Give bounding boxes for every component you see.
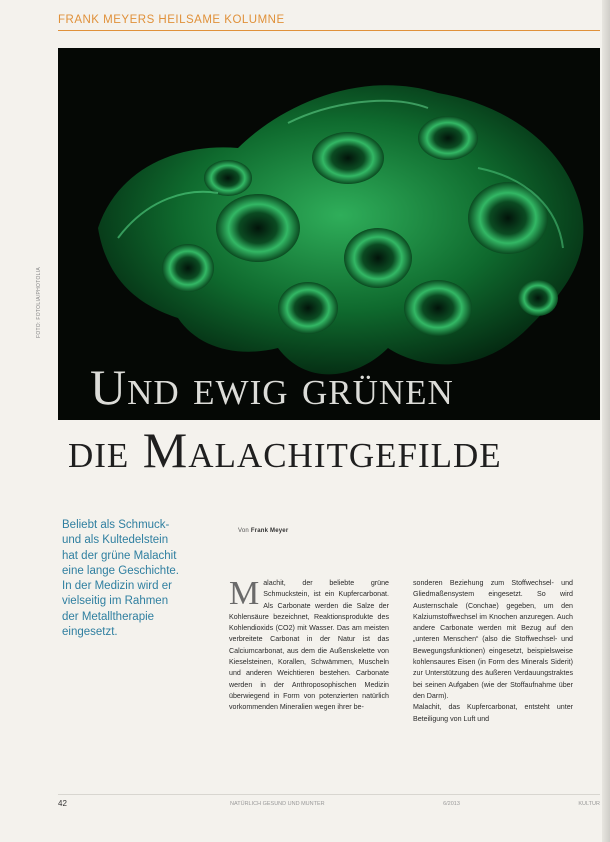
footer-rule <box>58 794 600 795</box>
byline-author: Frank Meyer <box>250 528 289 534</box>
byline-prefix: Von <box>238 528 249 534</box>
header-rule <box>58 30 600 31</box>
title-line-2: die Malachitgefilde <box>68 422 502 478</box>
page-number: 42 <box>58 799 67 808</box>
scan-edge <box>602 0 610 842</box>
title-line-1: Und ewig grünen <box>90 359 454 415</box>
body-column-1 <box>229 575 389 714</box>
intro-teaser: Beliebt als Schmuck- und als Kultedelstein hat der grüne Malachit eine lange Geschichte. In der Medizin wird er vielseitig im Rahmen der Metalltherapie eingesetzt. <box>62 519 179 639</box>
photo-credit: FOTO: FOTOLIA/PHOTOLIA <box>36 266 42 338</box>
body-column-2 <box>413 578 573 725</box>
byline <box>238 528 288 534</box>
body-column-2-paragraph-1: sonderen Beziehung zum Stoffwechsel- und Gliedmaßensystem eingesetzt. So wird Austernschale (Conchae) gegeben, um den Kalziumstoffwechsel im Knochen anzuregen. Auch andere Carbonate werden mit Bezug auf den „unteren Menschen“ (also die Stoffwechsel- und Bewegungsfunktionen) eingesetzt, beispielsweise kohlensaures Eisen (in Form des Minerals Siderit) zur Unterstützung des äußeren Verdauungstraktes bei seinen Aufgaben (wie der Stoffaufnahme über den Darm). <box>413 579 573 700</box>
footer-section: KULTUR <box>578 801 600 807</box>
drop-cap: M <box>229 575 260 612</box>
footer-line <box>230 801 600 807</box>
footer-issue: 6/2013 <box>443 801 460 807</box>
column-header: FRANK MEYERS HEILSAME KOLUMNE <box>58 14 285 26</box>
body-column-2-paragraph-2: Malachit, das Kupfercarbonat, entsteht unter Beteiligung von Luft und <box>413 703 573 723</box>
footer-magazine: NATÜRLICH GESUND UND MUNTER <box>230 801 325 807</box>
body-column-1-text: alachit, der beliebte grüne Schmuckstein, ist ein Kupfercarbonat. Als Carbonate werden die Salze der Kohlensäure bezeichnet, Reaktionsprodukte des Kohlendioxids (CO2) mit Wasser. Das am meisten verbreitete Carbonat in der Natur ist das Calciumcarbonat, aus dem die Außenskelette von Kieselsteinen, Korallen, Schwämmen, Muscheln und anderen Weichtieren bestehen. Carbonate werden in der Anthroposophischen Medizin überwiegend in Form von potenzierten natürlich vorkommenden Mineralien wegen ihrer be- <box>229 579 389 712</box>
